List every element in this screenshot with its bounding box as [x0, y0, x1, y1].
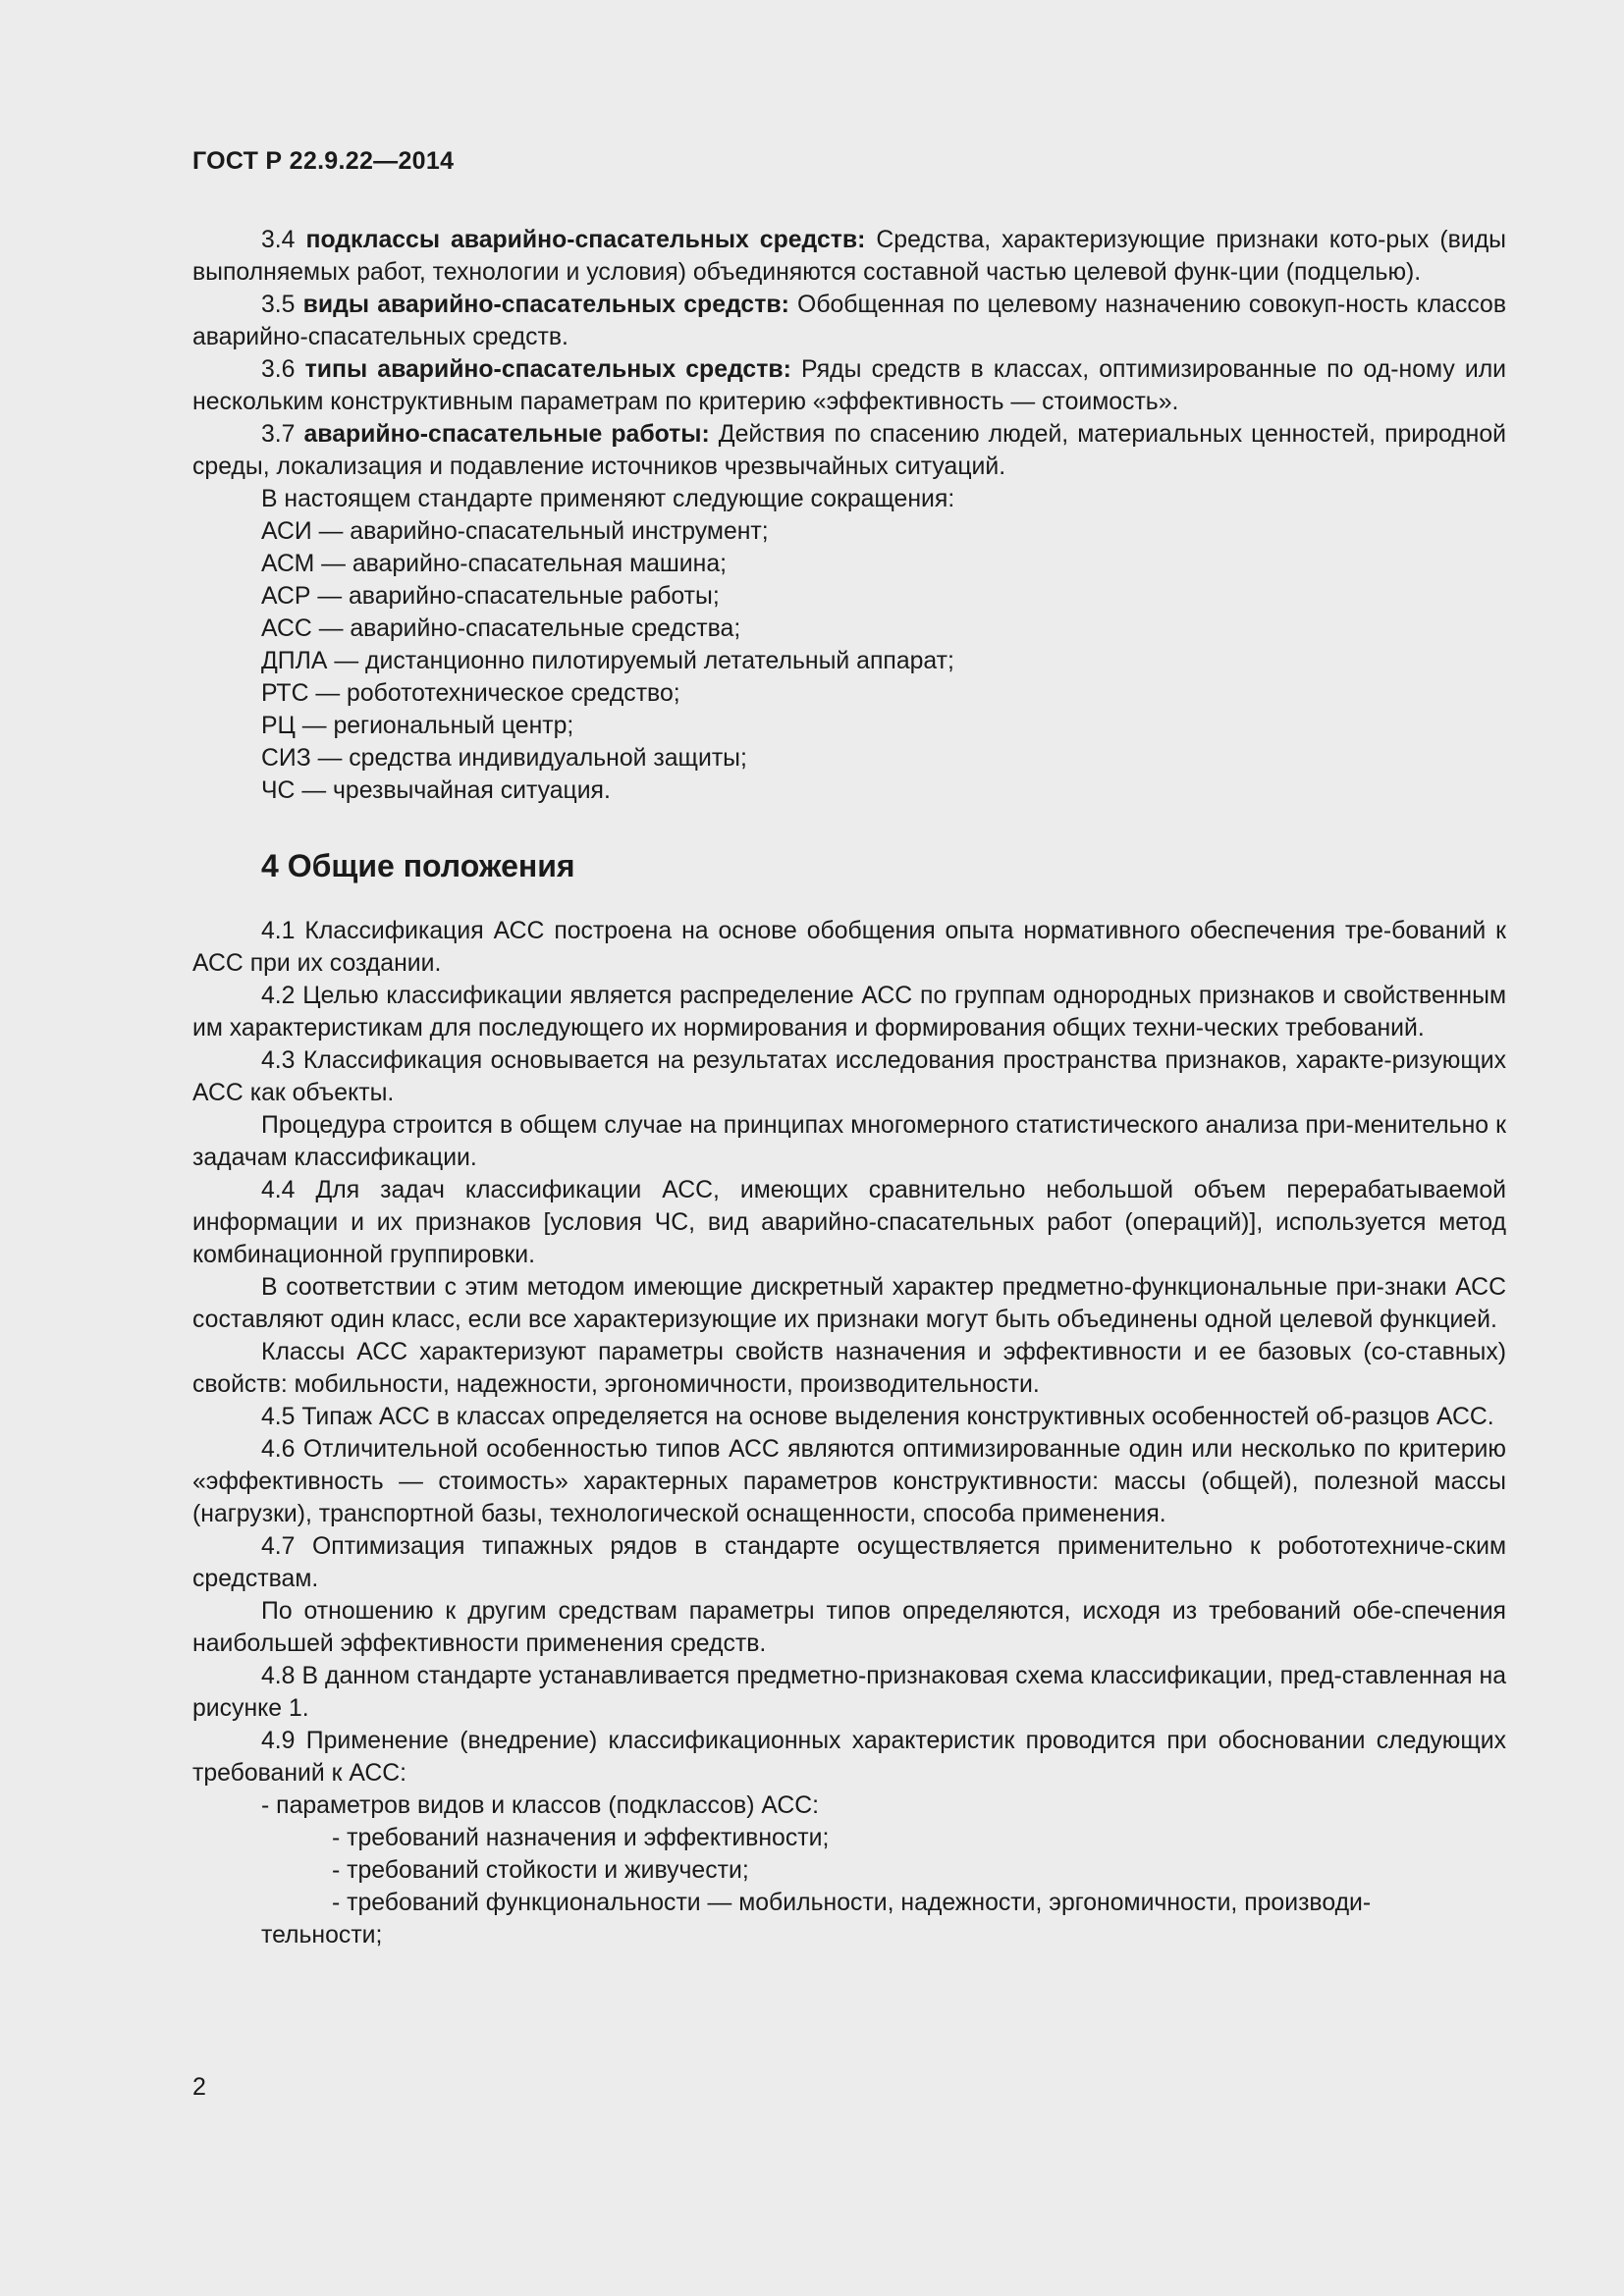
- section-paragraph: 4.9 Применение (внедрение) классификационных характеристик проводится при обосновании следующих требований к АСС:: [192, 1728, 1506, 1787]
- abbreviation-item: АСМ — аварийно-спасательная машина;: [261, 551, 728, 577]
- definition-number: 3.6: [261, 356, 296, 383]
- list-level2: [192, 1822, 1506, 1919]
- abbreviation-item: РТС — робототехническое средство;: [261, 680, 680, 707]
- abbreviation-item: АСИ — аварийно-спасательный инструмент;: [261, 518, 769, 545]
- definition-item: [192, 353, 1506, 418]
- section-paragraph: 4.8 В данном стандарте устанавливается предметно-признаковая схема классификации, пред-ставленная на рисунке 1.: [192, 1663, 1506, 1722]
- definition-term: типы аварийно-спасательных средств:: [304, 356, 791, 383]
- page-number: 2: [192, 2073, 206, 2101]
- abbreviations-intro: В настоящем стандарте применяют следующие сокращения:: [261, 486, 955, 512]
- definition-item: [192, 289, 1506, 353]
- section-paragraph: В соответствии с этим методом имеющие дискретный характер предметно-функциональные при-знаки АСС составляют один класс, если все характеризующие их признаки могут быть объединены одной целевой функцией.: [192, 1274, 1506, 1333]
- section-title: 4 Общие положения: [261, 848, 575, 883]
- list-level2-item: - требований назначения и эффективности;: [332, 1825, 830, 1851]
- abbreviation-item: РЦ — региональный центр;: [261, 713, 574, 739]
- section-paragraph: Процедура строится в общем случае на принципах многомерного статистического анализа при-менительно к задачам классификации.: [192, 1112, 1506, 1171]
- definition-number: 3.4: [261, 227, 296, 253]
- definition-number: 3.7: [261, 421, 296, 448]
- definition-term: виды аварийно-спасательных средств:: [302, 292, 789, 318]
- definition-item: [192, 418, 1506, 483]
- definitions-block: [192, 224, 1506, 483]
- section-paragraph: 4.4 Для задач классификации АСС, имеющих сравнительно небольшой объем перерабатываемой информации и их признаков [условия ЧС, вид аварийно-спасательных работ (операций)], используется метод комбинационной группировки.: [192, 1177, 1506, 1268]
- section-paragraph: 4.7 Оптимизация типажных рядов в стандарте осуществляется применительно к робототехниче-ским средствам.: [192, 1533, 1506, 1592]
- abbreviation-item: АСС — аварийно-спасательные средства;: [261, 615, 741, 642]
- section-paragraph: 4.5 Типаж АСС в классах определяется на основе выделения конструктивных особенностей об-разцов АСС.: [261, 1404, 1494, 1430]
- definition-text: Средства, характеризующие признаки кото-рых (виды выполняемых работ, технологии и условия) объединяются составной частью целевой функ-ции (подцелью).: [192, 227, 1507, 286]
- list-level2-item: - требований функциональности — мобильности, надежности, эргономичности, производи-: [332, 1890, 1372, 1916]
- definition-text: Ряды средств в классах, оптимизированные по од-ному или нескольким конструктивным параметрам по критерию «эффективность — стоимость».: [192, 356, 1507, 415]
- section-paragraph: 4.3 Классификация основывается на результатах исследования пространства признаков, характе-ризующих АСС как объекты.: [192, 1047, 1506, 1106]
- definition-term: аварийно-спасательные работы:: [303, 421, 710, 448]
- section-paragraph: 4.1 Классификация АСС построена на основе обобщения опыта нормативного обеспечения тре-бований к АСС при их создании.: [192, 918, 1506, 977]
- list-level2-continuation: тельности;: [261, 1922, 383, 1949]
- list-level2-item: - требований стойкости и живучести;: [332, 1857, 749, 1884]
- abbreviation-item: ДПЛА — дистанционно пилотируемый летательный аппарат;: [261, 648, 954, 674]
- abbreviation-item: АСР — аварийно-спасательные работы;: [261, 583, 720, 610]
- definition-number: 3.5: [261, 292, 296, 318]
- section-paragraph: 4.2 Целью классификации является распределение АСС по группам однородных признаков и свойственным им характеристикам для последующего их нормирования и формирования общих техни-ческих требований.: [192, 983, 1506, 1041]
- definition-text: Обобщенная по целевому назначению совокуп-ность классов аварийно-спасательных средств.: [192, 292, 1507, 350]
- abbreviation-item: ЧС — чрезвычайная ситуация.: [261, 777, 611, 804]
- definition-term: подклассы аварийно-спасательных средств:: [305, 227, 866, 253]
- section-paragraph: 4.6 Отличительной особенностью типов АСС являются оптимизированные один или несколько по критерию «эффективность — стоимость» характерных параметров конструктивности: массы (общей), полезной массы (нагрузки), транспортной базы, технологической оснащенности, способа применения.: [192, 1436, 1506, 1527]
- section-paragraphs: [192, 915, 1506, 1789]
- document-code-header: ГОСТ Р 22.9.22—2014: [192, 147, 455, 175]
- abbreviations-list: [192, 515, 1506, 807]
- definition-item: [192, 224, 1506, 289]
- section-paragraph: По отношению к другим средствам параметры типов определяются, исходя из требований обе-спечения наибольшей эффективности применения средств.: [192, 1598, 1506, 1657]
- definition-text: Действия по спасению людей, материальных ценностей, природной среды, локализация и подавление источников чрезвычайных ситуаций.: [192, 421, 1506, 480]
- list-level1-item: - параметров видов и классов (подклассов) АСС:: [261, 1792, 820, 1819]
- section-paragraph: Классы АСС характеризуют параметры свойств назначения и эффективности и ее базовых (со-ставных) свойств: мобильности, надежности, эргономичности, производительности.: [192, 1339, 1506, 1398]
- abbreviation-item: СИЗ — средства индивидуальной защиты;: [261, 745, 747, 772]
- document-body: [192, 224, 1506, 1951]
